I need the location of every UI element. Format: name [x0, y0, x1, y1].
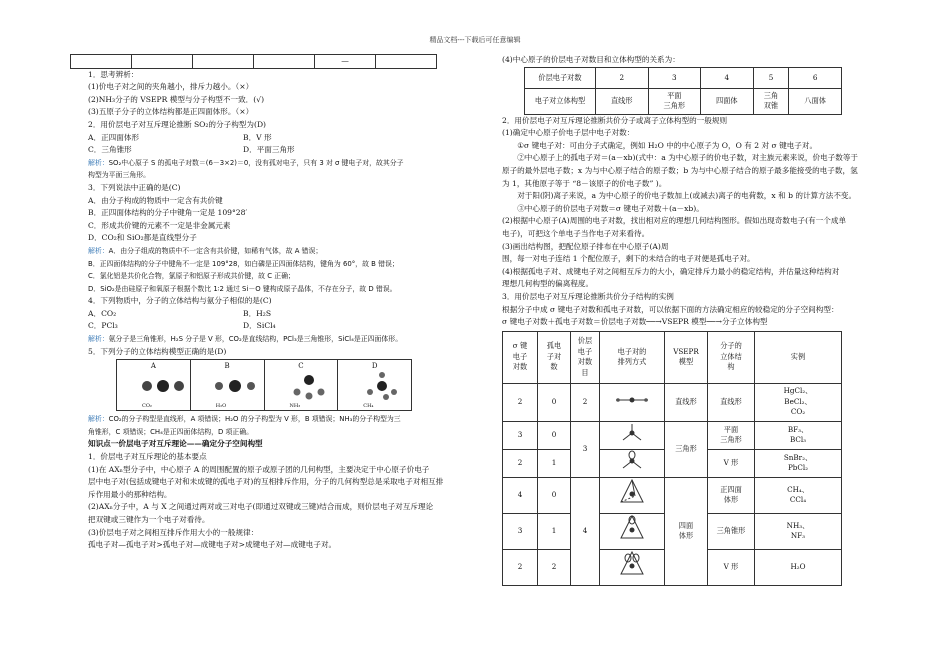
line: D．CO₂和 SiO₂都是直线型分子 — [88, 233, 197, 243]
line: ②中心原子上的孤电子对＝(a－xb)(式中：a 为中心原子的价电子数，对主族元素来说，价电子数等于 — [517, 153, 859, 163]
analysis-label: 解析： — [88, 335, 109, 344]
molecule-a: A CO₂ — [117, 360, 191, 410]
line: 孤电子对—孤电子对>孤电子对—成键电子对>成键电子对—成键电子对。 — [88, 540, 337, 550]
analysis-label: 解析： — [88, 158, 109, 167]
line: 斥作用最小的那种结构。 — [88, 489, 172, 499]
line: (3)画出结构图，把配位原子排布在中心原子(A)周 — [502, 241, 669, 251]
option: B．V 形 — [243, 132, 272, 142]
line: 为 1，其他原子等于 “8－该原子的价电子数” )。 — [502, 178, 667, 188]
line: A．由分子构成的物质中一定含有共价键 — [88, 195, 223, 205]
analysis-text: A．由分子组成的物质中不一定含有共价键，如稀有气体，故 A 错误； — [108, 246, 323, 255]
line: 层中电子对(包括成键电子对和未成键的孤电子对)的互相排斥作用，分子的几何构型总是采取电子对相互排 — [88, 477, 444, 487]
line: (4)中心原子的价层电子对数目和立体构型的关系为： — [502, 55, 680, 64]
line: σ 键电子对数＋孤电子对数＝价层电子对数──→VSEPR 模型──→分子立体构型 — [502, 317, 768, 327]
analysis-text: 角锥形，C 项错误；CH₄是正四面体结构，D 项正确。 — [88, 427, 254, 436]
left-column — [88, 56, 458, 552]
line: 理想几何构型的偏离程度。 — [502, 279, 594, 289]
line: (2)根据中心原子(A)周围的电子对数，找出相对应的理想几何结构图形。假如出现奇数电子(有一个成单 — [502, 216, 847, 226]
line: 电子)，可把这个单电子当作电子对来看待。 — [502, 228, 650, 238]
line: (2)NH₃分子的 VSEPR 模型与分子构型不一致．(√) — [88, 94, 265, 104]
line: (1)在 AXₙ型分子中，中心原子 A 的周围配置的原子或原子团的几何构型，主要决定于中心原子价电子 — [88, 464, 430, 474]
analysis-text: B．正四面体结构的分子中键角不一定是 109°28，如白磷是正四面体结构，键角为 60°，故 B 错误； — [88, 259, 399, 268]
co2-model-icon — [135, 372, 195, 402]
analysis-label: 解析： — [88, 415, 109, 424]
line: 把双键或三键作为一个电子对看待。 — [88, 515, 210, 524]
trigonal-pyramidal-icon — [600, 513, 665, 549]
line: 5．下列分子的立体结构模型正确的是(D) — [88, 346, 227, 356]
analysis-text: D．SiO₂是由硅原子和氧原子根据个数比 1∶2 通过 Si－O 键构成原子晶体，不存在分子，故 D 错误。 — [88, 284, 397, 293]
option: A．正四面体形 — [88, 132, 140, 142]
molecule-c: C NH₃ — [265, 360, 339, 410]
line: 2．用价层电子对互斥理论推断 SO₂的分子构型为(D) — [88, 119, 267, 129]
line: 对于阳(阴)离子来说，a 为中心原子的价电子数加上(或减去)离子的电荷数，x 和 b 的计算方法不变。 — [517, 191, 857, 201]
vsepr-examples-table: σ 键 电子 对数 孤电 子对 数 价层 电子 对数 目 电子对的 排列方式 VSEPR 模型 分子的 立体结 构 实例 2 0 2 直线形 直线形 HgCl₂、 BeCl₂、 CO₂ 3 0 3 三角形 平面 三角形 BF₃、 BCl₃ 2 1 V 形 SnBr₂、 PbCl₂ 4 0 4 四面 体形 正四面 体形 CH₄、 CCl₄ 3 1 三角锥形 NH₃、 NF₃ 2 2 V 形 H₂O — [502, 331, 842, 586]
ch4-model-icon — [356, 372, 416, 402]
dash-cell: — — [315, 55, 376, 69]
line: 1．思考辨析： — [88, 69, 139, 79]
option: D．平面三角形 — [243, 145, 295, 155]
option: A．CO₂ — [88, 308, 117, 318]
line: 3．下列说法中正确的是(C) — [88, 182, 181, 192]
option: B．H₂S — [243, 308, 272, 318]
analysis-text: 氨分子是三角锥形，H₂S 分子是 V 形，CO₂是直线结构，PCl₃是三角锥形，SiCl₄是正四面体形。 — [108, 335, 403, 344]
bent-trigonal-icon — [600, 449, 665, 477]
trigonal-arrangement-icon — [600, 421, 665, 449]
line: 原子的最外层电子数；x 为与中心原子结合的原子数；b 为与中心原子结合的原子最多能接受的电子数，氢 — [502, 165, 858, 175]
line: 围，每一对电子连结 1 个配位原子，剩下的未结合的电子对便是孤电子对。 — [502, 254, 755, 264]
line: ③中心原子的价层电子对数＝σ 键电子对数＋(a－xb)。 — [517, 203, 704, 213]
line: ①σ 键电子对：可由分子式确定，例如 H₂O 中的中心原子为 O，O 有 2 对 σ 键电子对。 — [517, 140, 818, 150]
option: C．PCl₃ — [88, 321, 118, 331]
linear-arrangement-icon — [600, 383, 665, 421]
tetrahedral-arrangement-icon — [600, 477, 665, 513]
molecule-models — [116, 359, 412, 411]
section-title: 知识点一价层电子对互斥理论——确定分子空间构型 — [88, 439, 263, 449]
line: 3．用价层电子对互斥理论推断共价分子结构的实例 — [502, 291, 674, 301]
bent-tetrahedral-icon — [600, 549, 665, 585]
analysis-label: 解析： — [88, 246, 109, 255]
line: (3)价层电子对之间相互排斥作用大小的一般规律： — [88, 527, 259, 537]
line: (3)五原子分子的立体结构都是正四面体形。（×） — [88, 107, 254, 117]
line: (2)AXₙ分子中，A 与 X 之间通过两对或三对电子(即通过双键或三键)结合而成，则价层电子对互斥理论 — [88, 502, 434, 512]
line: 1．价层电子对互斥理论的基本要点 — [88, 452, 207, 462]
line: 2．用价层电子对互斥理论推断共价分子或离子立体构型的一般规则 — [502, 115, 728, 125]
analysis-text: CO₂的分子构型是直线形，A 项错误；H₂O 的分子构型为 V 形，B 项错误；NH₃的分子构型为三 — [108, 415, 401, 424]
analysis-text: C．氯化铝是共价化合物，氯原子和铝原子形成共价键，故 C 正确； — [88, 272, 295, 281]
h2o-model-icon — [209, 372, 269, 402]
line: B．正四面体结构的分子中键角一定是 109°28′ — [88, 208, 248, 218]
line: (4)根据孤电子对、成键电子对之间相互斥力的大小，确定排斥力最小的稳定结构，并估量这种结构对 — [502, 266, 840, 276]
page-header: 精品文档---下载后可任意编辑 — [429, 36, 521, 44]
line: 根据分子中成 σ 键电子对数和孤电子对数，可以依据下面的方法确定相应的较稳定的分子空间构型： — [502, 304, 839, 314]
option: D．SiCl₄ — [243, 321, 276, 331]
nh3-model-icon — [283, 372, 343, 402]
analysis-text: 构型为平面三角形。 — [88, 171, 151, 180]
line: (1)确定中心原子价电子层中电子对数： — [502, 128, 635, 138]
line: C．形成共价键的元素不一定是非金属元素 — [88, 220, 231, 230]
line: 4．下列物质中，分子的立体结构与氨分子相似的是(C) — [88, 296, 272, 306]
line: (1)价电子对之间的夹角越小，排斥力越小。（×） — [88, 82, 254, 92]
analysis-text: SO₂中心原子 S 的孤电子对数＝(6－3×2)＝0，没有孤对电子，只有 3 对 σ 键电子对，故其分子 — [108, 158, 404, 167]
option: C．三角锥形 — [88, 145, 132, 155]
right-column — [502, 55, 862, 586]
vsepr-summary-table: 价层电子对数 2 3 4 5 6 电子对立体构型 直线形 平面 三角形 四面体 三角 双锥 八面体 — [524, 67, 842, 115]
molecule-b: B H₂O — [191, 360, 265, 410]
top-table-fragment — [70, 54, 437, 69]
molecule-d: D CH₄ — [338, 360, 411, 410]
